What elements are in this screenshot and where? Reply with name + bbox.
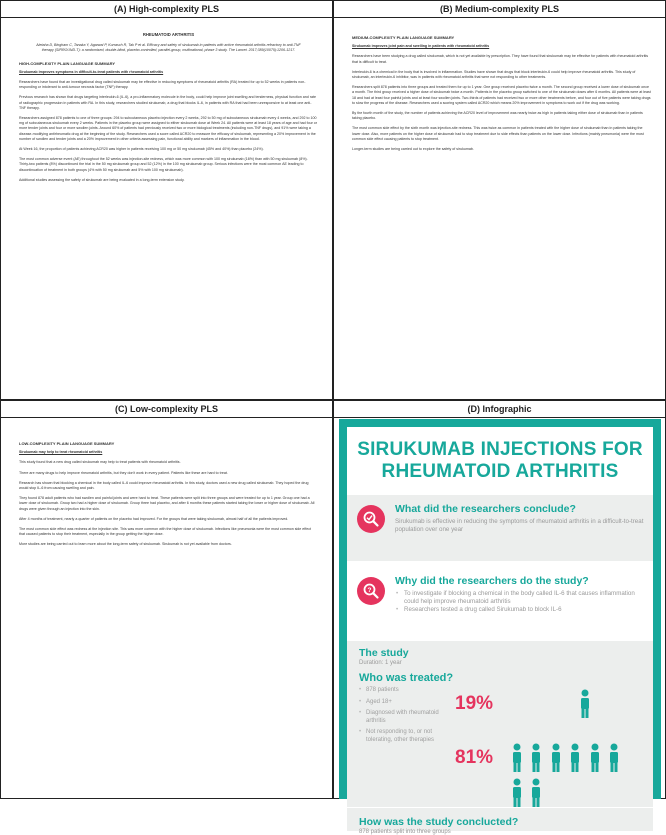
panel-a-title: (A) High-complexity PLS <box>1 1 332 18</box>
who-list <box>359 687 449 748</box>
doc-b-paragraph: Researchers have been studying a drug called sirukumab, which is not yet available by prescription. They have found that sirukumab may be effective for patients with rheumatoid arthritis that is difficult to treat. <box>352 54 649 64</box>
infographic-title-line2: RHEUMATOID ARTHRITIS <box>381 461 619 482</box>
person-icon <box>511 743 523 778</box>
how-heading: How was the study conclucted? <box>359 816 519 828</box>
percent-19: 19% <box>455 693 494 714</box>
why-heading: Why did the researchers do the study? <box>395 575 589 587</box>
doc-a-paragraph: Previous research has shown that drugs targeting interleukin-6 (IL-6), a pro-inflammatory molecule in the body, could help improve joint swelling and tenderness, physical function and rate of radiographic progression in patients with RA. In this study, researchers studied sirukumab, a drug that blocks IL-6, in patients with RA that had been unresponsive to at least one anti-TNF therapy. <box>19 95 316 110</box>
svg-text:?: ? <box>367 587 372 594</box>
person-icon <box>608 743 620 778</box>
panel-d-title: (D) Infographic <box>334 401 665 418</box>
who-item: • Aged 18+ <box>359 699 449 707</box>
study-section <box>347 641 653 835</box>
doc-c-section-title: LOW-COMPLEXITY PLAIN LANGUAGE SUMMARY <box>19 441 115 446</box>
doc-a-paragraph: Additional studies assessing the safety of sirukumab are being evaluated in a long-term extension study. <box>19 177 185 182</box>
why-section <box>347 567 653 637</box>
person-icon <box>550 743 562 778</box>
why-item: • To investigate if blocking a chemical in the body called IL-6 that causes inflammation could help improve rheumatoid arthritis <box>395 590 645 606</box>
panel-c-title: (C) Low-complexity PLS <box>1 401 332 418</box>
panel-d <box>333 400 666 835</box>
people-row-2 <box>511 743 641 813</box>
doc-c-paragraph: They found 878 adult patients who had swollen and painful joints and were hard to treat. These patients were split into three groups and were treated for up to 1 year. Group one had a lower dose of sirukumab. Group two had a higher dose of sirukumab. Group three had placebo, and after 6 months these patients started taking the lower or higher dose of sirukumab. All drugs were given through an injection into the skin. <box>19 496 315 511</box>
study-heading: The study <box>359 647 409 659</box>
doc-c <box>1 418 332 548</box>
doc-c-paragraph: The most common side effect was redness at the injection site. This was more common with the higher dose of sirukumab. Infections like pneumonia were the most common side effect that caused patients to stop their treatment, especially in the group getting the higher dose. <box>19 527 312 537</box>
who-item: • Diagnosed with rheumatoid arthritis <box>359 710 449 725</box>
who-item: • Not responding to, or not tolerating, other therapies <box>359 729 449 744</box>
person-icon <box>530 778 542 813</box>
doc-a-subtitle: Sirukumab improves symptoms in difficult-to-treat patients with rheumatoid arthritis <box>19 69 164 74</box>
conclude-heading: What did the researchers conclude? <box>395 503 576 515</box>
doc-a-citation: Aletaha D, Bingham C, Tanaka Y, Agarwal P, Kurrasch R, Tak P et al. Efficacy and safety of sirukumab in patients with active rheumatoid arthritis refractory to anti-TNF therapy (SIRROUND-T): a randomised, double-blind, placebo-controlled, parallel-group, multinational, phase 3 study. The Lancet. 2017;389(10075):1206-1217. <box>36 43 301 53</box>
doc-c-paragraph: Research has shown that blocking a chemical in the body called IL-6 could improve rheumatoid arthritis. In this study, doctors used a new drug called sirukumab. They hoped the drug would stop IL-6 from causing swelling and pain. <box>19 480 309 491</box>
doc-a-paragraph: At Week 16, the proportion of patients achieving ACR20 was higher in patients receiving 100 mg or 50 mg sirukumab (45% and 40%) than placebo (24%). <box>19 147 264 152</box>
doc-b-paragraph: Interleukin-6 is a chemical in the body that is involved in inflammation. Studies have shown that drugs that block interleukin-6 could help improve rheumatoid arthritis. This study of sirukumab, an interleukin-6 inhibitor, was in patients with rheumatoid arthritis that were not responding to other treatments. <box>352 69 636 80</box>
person-icon <box>511 778 523 813</box>
doc-c-paragraph: There are many drugs to help improve rheumatoid arthritis, but they don't work in every patient. Patients like these are hard to treat. <box>19 470 228 475</box>
doc-a-section-title: HIGH-COMPLEXITY PLAIN LANGUAGE SUMMARY <box>19 60 116 66</box>
conclude-body: Sirukumab is effective in reducing the symptoms of rheumatoid arthritis in a difficult-to-treat population over one year <box>395 518 644 533</box>
infographic <box>347 427 653 835</box>
panel-c <box>0 400 333 799</box>
infographic-title-line1: SIRUKUMAB INJECTIONS FOR <box>357 439 643 460</box>
doc-a-heading: RHEUMATOID ARTHRITIS <box>142 32 195 37</box>
doc-b-paragraph: By the fourth month of the study, the number of patients achieving the ACR20 level of improvement was nearly twice as high in patients taking either dose of sirukumab than in patients taking placebo. <box>352 111 643 121</box>
doc-b-paragraph: Researchers split 878 patients into three groups and treated them for up to 1 year. One group received placebo twice a month. The second group received a lower dose of sirukumab once a month. The third group received a higher dose of sirukumab twice a month. Patients in the placebo group switched to one of the sirukumab doses after 6 months. All patients were at least 18 and had at least four painful joints and at least four swollen joints. Two-thirds of patients had received two or more other treatments before, and four out of five patients were taking drugs to slow the progress of the disease. Researchers used a scoring system called ACR20 which means 20% improvement in symptoms to work out if the drug was working. <box>352 85 651 105</box>
percent-81: 81% <box>455 747 494 768</box>
how-subtitle: 878 patients split into three groups <box>359 829 451 835</box>
person-icon <box>579 689 591 724</box>
person-icon <box>530 743 542 778</box>
doc-b-section-title: MEDIUM-COMPLEXITY PLAIN LANGUAGE SUMMARY <box>352 35 455 40</box>
doc-c-paragraph: More studies are being carried out to learn more about the long-term safety of sirukumab. Sirukumab is not yet available from doctors. <box>19 542 232 547</box>
who-heading: Who was treated? <box>359 672 454 684</box>
infographic-frame <box>339 419 661 835</box>
doc-c-paragraph: After 4 months of treatment, nearly a quarter of patients on the placebo had improved. For the groups that were taking sirukumab, almost half of all the patients improved. <box>19 516 289 521</box>
doc-c-subtitle: Sirukumab may help to treat rheumatoid arthritis <box>19 450 103 455</box>
who-item: • 878 patients <box>359 687 449 695</box>
person-icon <box>589 743 601 778</box>
doc-c-paragraph: This study found that a new drug called sirukumab may help to treat patients with rheumatoid arthritis. <box>19 460 181 465</box>
doc-a <box>1 18 332 183</box>
why-item: • Researchers tested a drug called Sirukumab to block IL-6 <box>395 606 645 614</box>
person-icon <box>569 743 581 778</box>
people-row-1 <box>579 689 594 724</box>
magnifier-check-icon <box>357 505 385 533</box>
conclude-section <box>347 495 653 561</box>
doc-a-paragraph: The most common adverse event (AE) throughout the 52 weeks was injection-site redness, which was more common with 100 mg sirukumab (16%) than with 50 mg sirukumab (8%). Thirty-two patients (8%) discontinued the trial in the 50 mg sirukumab group and 52 (12%) in the 100 mg sirukumab group. Serious infections were the most common AE leading to discontinuation of treatment in both groups (4% with 50 mg sirukumab and 5% with 100 mg sirukumab). <box>19 157 308 172</box>
doc-b-subtitle: Sirukumab improves joint pain and swelling in patients with rheumatoid arthritis <box>352 44 490 49</box>
magnifier-question-icon <box>357 577 385 605</box>
doc-a-paragraph: Researchers have found that an investigational drug called sirukumab may be effective in reducing symptoms of rheumatoid arthritis (RA) treated for up to 52 weeks in patients non-responding or intolerant to anti-tumour necrosis factor (TNF) therapy. <box>19 80 306 90</box>
study-duration: Duration: 1 year <box>359 660 402 666</box>
panel-a <box>0 0 333 400</box>
panel-b-title: (B) Medium-complexity PLS <box>334 1 665 18</box>
doc-b-paragraph: The most common side effect by the sixth month was injection-site redness. This was twice as common in patients treated with the higher dose of sirukumab than in patients taking the lower dose. Also, more patients on the higher dose of sirukumab had to stop treatment due to side effects than patients on the lower dose. Infections (mainly pneumonia) were the most common side effect causing patients to stop treatment. <box>352 126 644 141</box>
doc-b <box>334 18 665 152</box>
who-grid <box>359 687 641 797</box>
panel-b <box>333 0 666 400</box>
doc-a-paragraph: Researchers assigned 878 patients to one of three groups: 294 to subcutaneous placebo injection every 2 weeks, 292 to 50 mg of subcutaneous sirukumab every 4 weeks, and 292 to 100 mg of subcutaneous sirukumab every 2 weeks. Patients in the placebo group were assigned to either sirukumab dose at Week 24. All patients were at least 18 years of age and had four or more tender joints and four or more swollen joints. Around 60% of patients had previously received two or more biological treatments (including non-TNF drugs), and 91% were taking a disease-modifying antirheumatic drug at the beginning of the study. Researchers used a score called ACR20 to measure the efficacy of sirukumab, representing a 20% improvement in the number of swollen and tender joints and a 20% improvement in other criteria assessing pain, functional ability and markers of inflammation in the blood. <box>19 116 317 141</box>
doc-b-paragraph: Longer-term studies are being carried out to explore the safety of sirukumab. <box>352 147 474 152</box>
infographic-title <box>347 427 653 483</box>
